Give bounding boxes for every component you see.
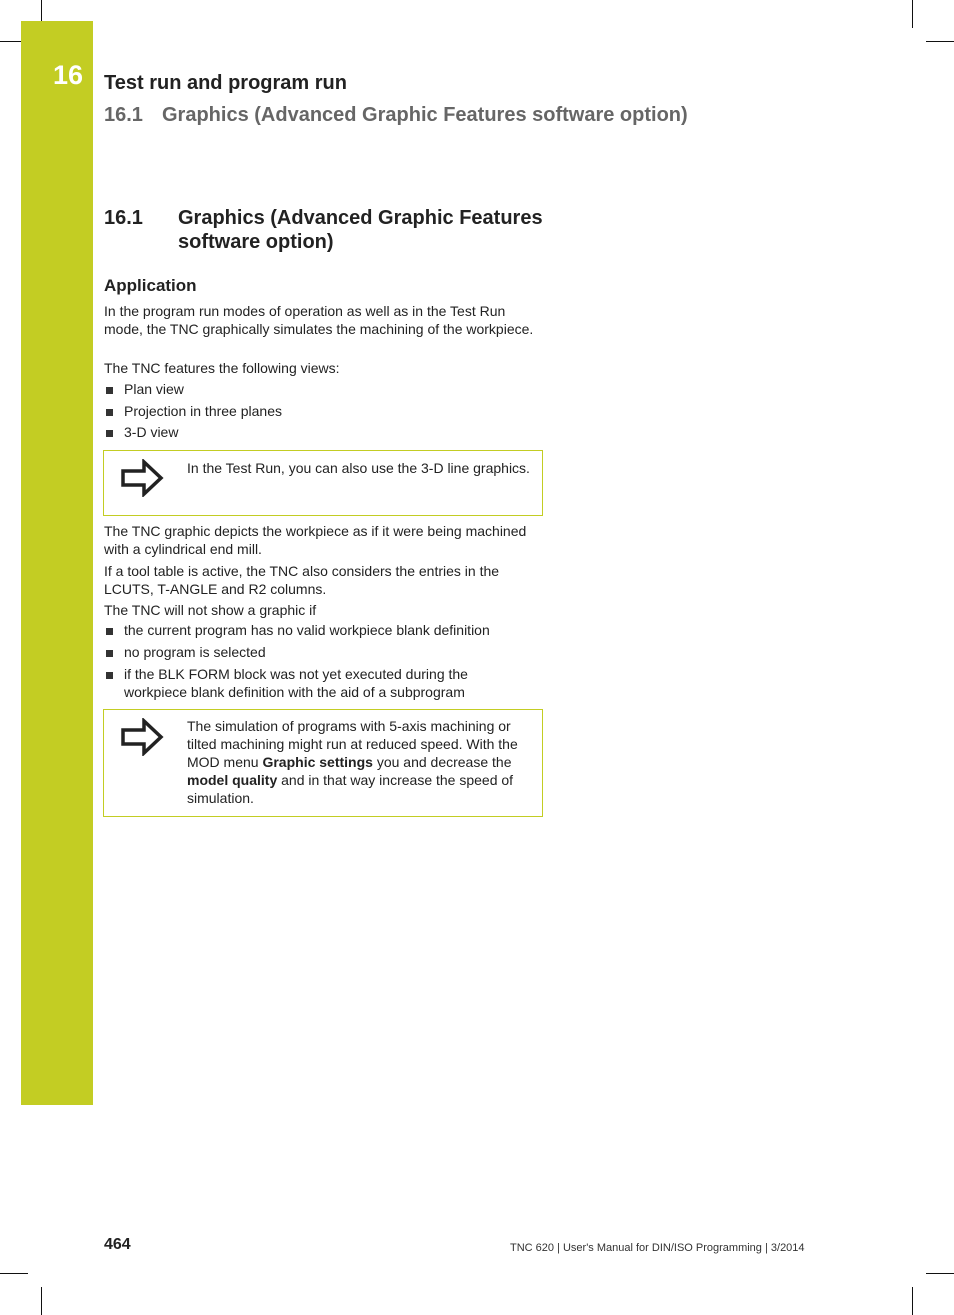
- running-header-chapter: Test run and program run: [104, 72, 347, 94]
- title-text: Graphics (Advanced Graphic Features software option): [178, 207, 543, 253]
- page-number: 464: [104, 1236, 131, 1253]
- paragraph: The TNC features the following views:: [104, 360, 340, 376]
- note-text-part: you and decrease the: [372, 754, 512, 770]
- chapter-tab: [21, 21, 93, 1105]
- footer-text: TNC 620 | User's Manual for DIN/ISO Programming | 3/2014: [510, 1242, 805, 1254]
- note-text-part: and in that way increase the speed of simulation.: [187, 772, 514, 806]
- paragraph: The TNC graphic depicts the workpiece as if it were being machined with a cylindrical end mill.: [104, 523, 527, 557]
- section-number: 16.1: [104, 104, 143, 126]
- chapter-number: 16: [53, 60, 84, 90]
- arrow-right-icon: [120, 718, 164, 756]
- menu-name: Graphic settings: [262, 754, 373, 770]
- crop-mark: [912, 0, 913, 28]
- running-header-section: [104, 104, 688, 127]
- note-box: [103, 450, 543, 516]
- crop-mark: [926, 41, 954, 42]
- paragraph: If a tool table is active, the TNC also considers the entries in the LCUTS, T-ANGLE and R2 columns.: [104, 563, 500, 597]
- arrow-right-icon: [120, 459, 164, 497]
- list-item: Plan view: [124, 381, 544, 399]
- crop-mark: [926, 1273, 954, 1274]
- list-item: if the BLK FORM block was not yet executed during the workpiece blank definition with the aid of a subprogram: [124, 666, 504, 701]
- title-number: 16.1: [104, 207, 143, 229]
- list-item: Projection in three planes: [124, 403, 544, 421]
- list-item: 3-D view: [124, 424, 544, 442]
- list-item: no program is selected: [124, 644, 544, 662]
- crop-mark: [0, 41, 21, 42]
- note-text: [187, 717, 532, 807]
- crop-mark: [41, 0, 42, 21]
- note-text-part: The simulation of programs with 5-axis machining or tilted machining might run at reduced speed. With the MOD menu: [187, 718, 518, 770]
- section-title: Graphics (Advanced Graphic Features software option): [162, 104, 688, 126]
- note-box: [103, 709, 543, 817]
- paragraph: The TNC will not show a graphic if: [104, 602, 317, 618]
- crop-mark: [912, 1287, 913, 1315]
- list-item: the current program has no valid workpiece blank definition: [124, 622, 544, 640]
- paragraph: In the program run modes of operation as well as in the Test Run mode, the TNC graphically simulates the machining of the workpiece.: [104, 303, 534, 337]
- crop-mark: [41, 1287, 42, 1315]
- crop-mark: [0, 1273, 28, 1274]
- setting-name: model quality: [187, 772, 278, 788]
- note-text: In the Test Run, you can also use the 3-D line graphics.: [187, 460, 530, 476]
- subheading: Application: [104, 276, 197, 295]
